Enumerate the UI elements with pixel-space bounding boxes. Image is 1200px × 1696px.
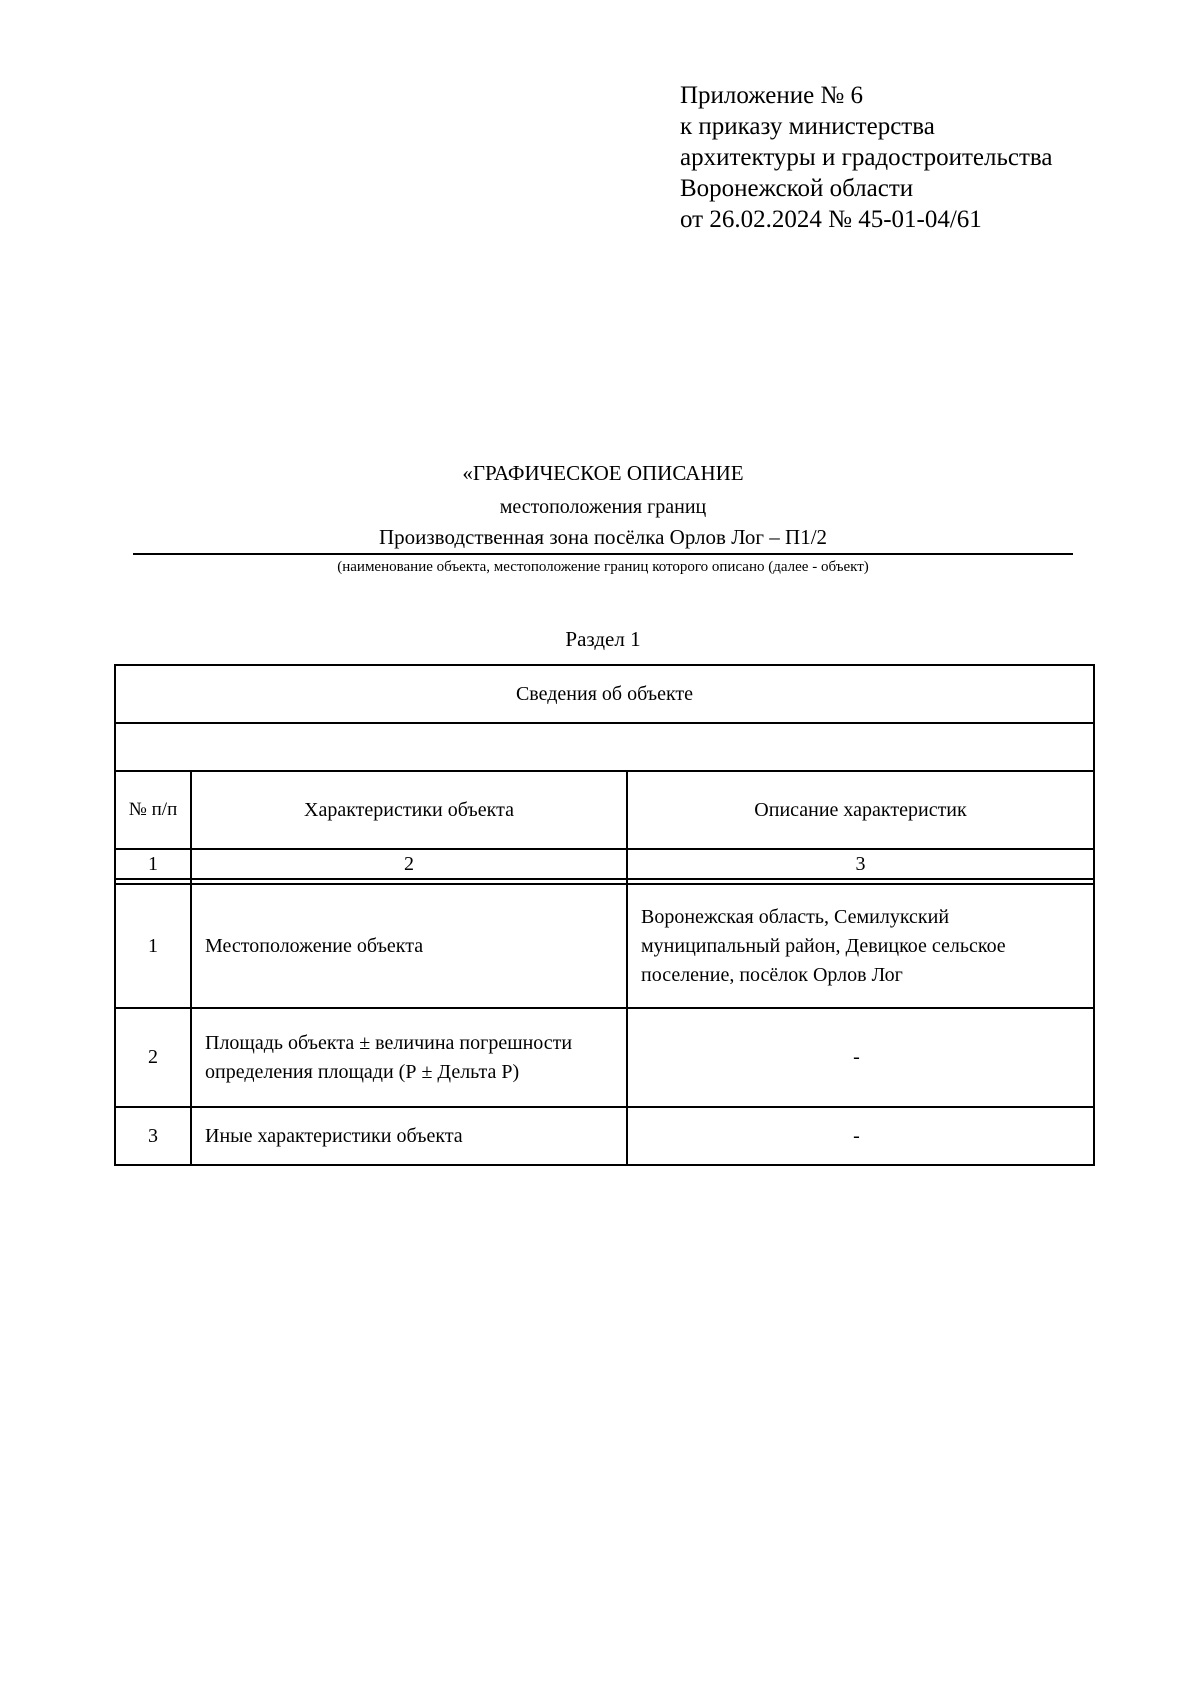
row-description: - (627, 1107, 1094, 1165)
appendix-line: Приложение № 6 (680, 82, 864, 109)
column-index: 3 (627, 849, 1094, 879)
row-characteristic: Площадь объекта ± величина погрешности определения площади (Р ± Дельта Р) (191, 1008, 627, 1107)
column-index: 1 (115, 849, 191, 879)
document-subtitle: местоположения границ (499, 496, 707, 518)
appendix-line: архитектуры и градостроительства (680, 144, 1053, 171)
object-info-table (114, 664, 1095, 1166)
document-title: «ГРАФИЧЕСКОЕ ОПИСАНИЕ (462, 461, 744, 485)
section-label: Раздел 1 (565, 627, 641, 651)
column-index: 2 (191, 849, 627, 879)
table-index-row (115, 849, 1094, 879)
appendix-line: от 26.02.2024 № 45-01-04/61 (680, 206, 982, 233)
row-characteristic: Местоположение объекта (191, 884, 627, 1008)
appendix-line: к приказу министерства (680, 113, 935, 140)
row-description: - (627, 1008, 1094, 1107)
table-caption: Сведения об объекте (115, 665, 1094, 723)
row-number: 2 (115, 1008, 191, 1107)
table-empty-row (115, 723, 1094, 771)
table-caption-row (115, 665, 1094, 723)
row-description: Воронежская область, Семилукский муниципальный район, Девицкое сельское поселение, посёлок Орлов Лог (627, 884, 1094, 1008)
title-block (133, 460, 1073, 577)
column-header-number: № п/п (115, 771, 191, 849)
row-number: 1 (115, 884, 191, 1008)
column-header-characteristic: Характеристики объекта (191, 771, 627, 849)
table-row (115, 1008, 1094, 1107)
empty-cell (115, 723, 1094, 771)
object-name-caption: (наименование объекта, местоположение границ которого описано (далее - объект) (337, 559, 869, 575)
appendix-block (680, 80, 1052, 235)
table-header-row (115, 771, 1094, 849)
row-number: 3 (115, 1107, 191, 1165)
appendix-line: Воронежской области (680, 175, 914, 202)
table-row (115, 884, 1094, 1008)
column-header-description: Описание характеристик (627, 771, 1094, 849)
object-name: Производственная зона посёлка Орлов Лог – П1/2 (133, 524, 1073, 555)
table-row (115, 1107, 1094, 1165)
row-characteristic: Иные характеристики объекта (191, 1107, 627, 1165)
